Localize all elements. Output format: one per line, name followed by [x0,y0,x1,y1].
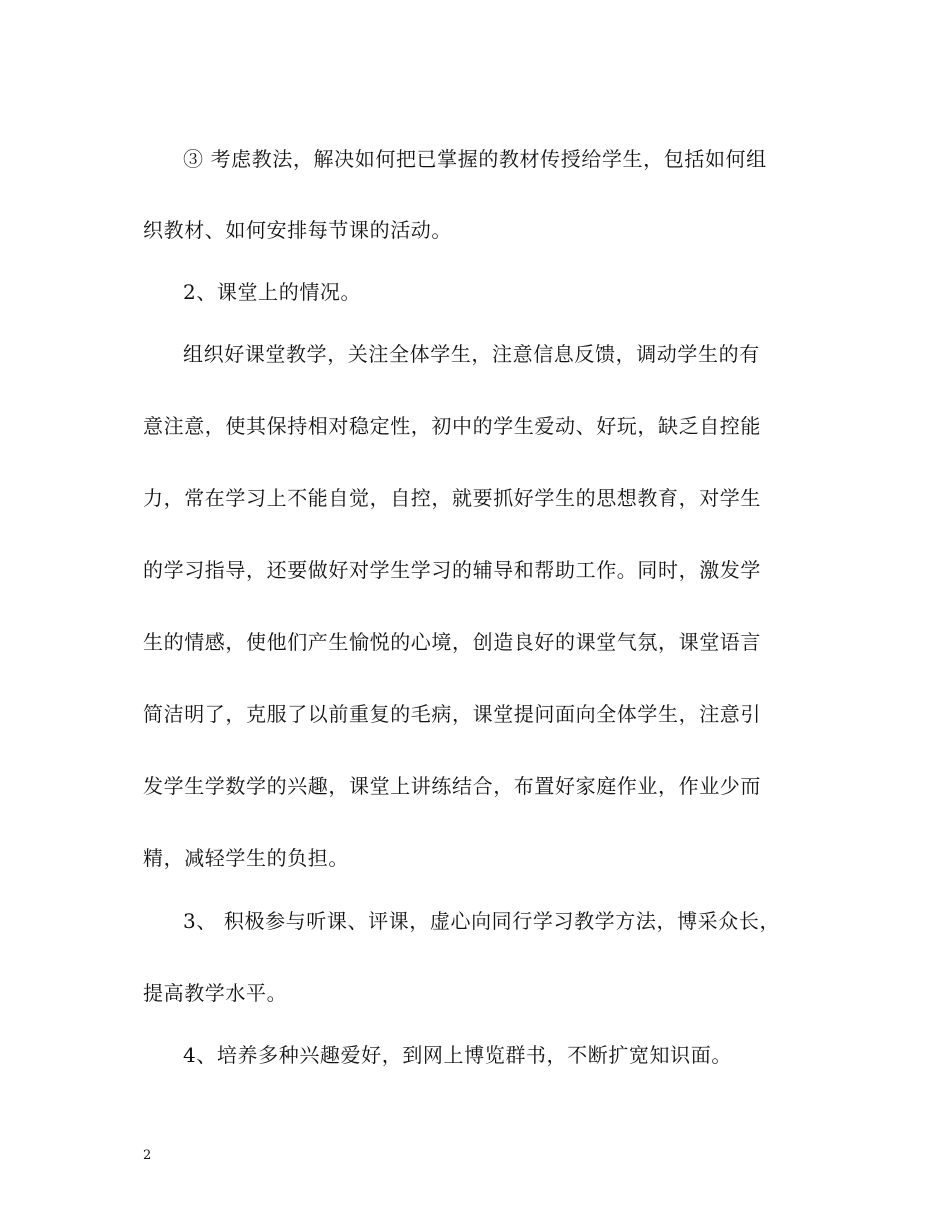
text-line: 精，减轻学生的负担。 [143,846,349,870]
page-number: 2 [143,1148,152,1163]
text-line: 织教材、如何安排每节课的活动。 [143,218,452,242]
text-line: 提高教学水平。 [143,981,288,1005]
text-line: 生的情感，使他们产生愉悦的心境，创造良好的课堂气氛，课堂语言 [143,630,761,654]
text-line: 发学生学数学的兴趣，课堂上讲练结合，布置好家庭作业，作业少而 [143,774,761,798]
text-line: 力，常在学习上不能自觉，自控，就要抓好学生的思想教育，对学生 [143,486,761,510]
text-line: 意注意，使其保持相对稳定性，初中的学生爱动、好玩，缺乏自控能 [143,414,761,438]
text-line: 的学习指导，还要做好对学生学习的辅导和帮助工作。同时，激发学 [143,558,761,582]
text-line: 4、培养多种兴趣爱好，到网上博览群书，不断扩宽知识面。 [183,1043,732,1067]
text-line: 简洁明了，克服了以前重复的毛病，课堂提问面向全体学生，注意引 [143,702,761,726]
section-heading: 2、课堂上的情况。 [183,280,362,304]
text-line: 组织好课堂教学，关注全体学生，注意信息反馈，调动学生的有 [183,342,760,366]
text-line: 3、 积极参与听课、评课，虚心向同行学习教学方法，博采众长， [183,909,781,933]
text-line: ③ 考虑教法，解决如何把已掌握的教材传授给学生，包括如何组 [183,147,767,171]
